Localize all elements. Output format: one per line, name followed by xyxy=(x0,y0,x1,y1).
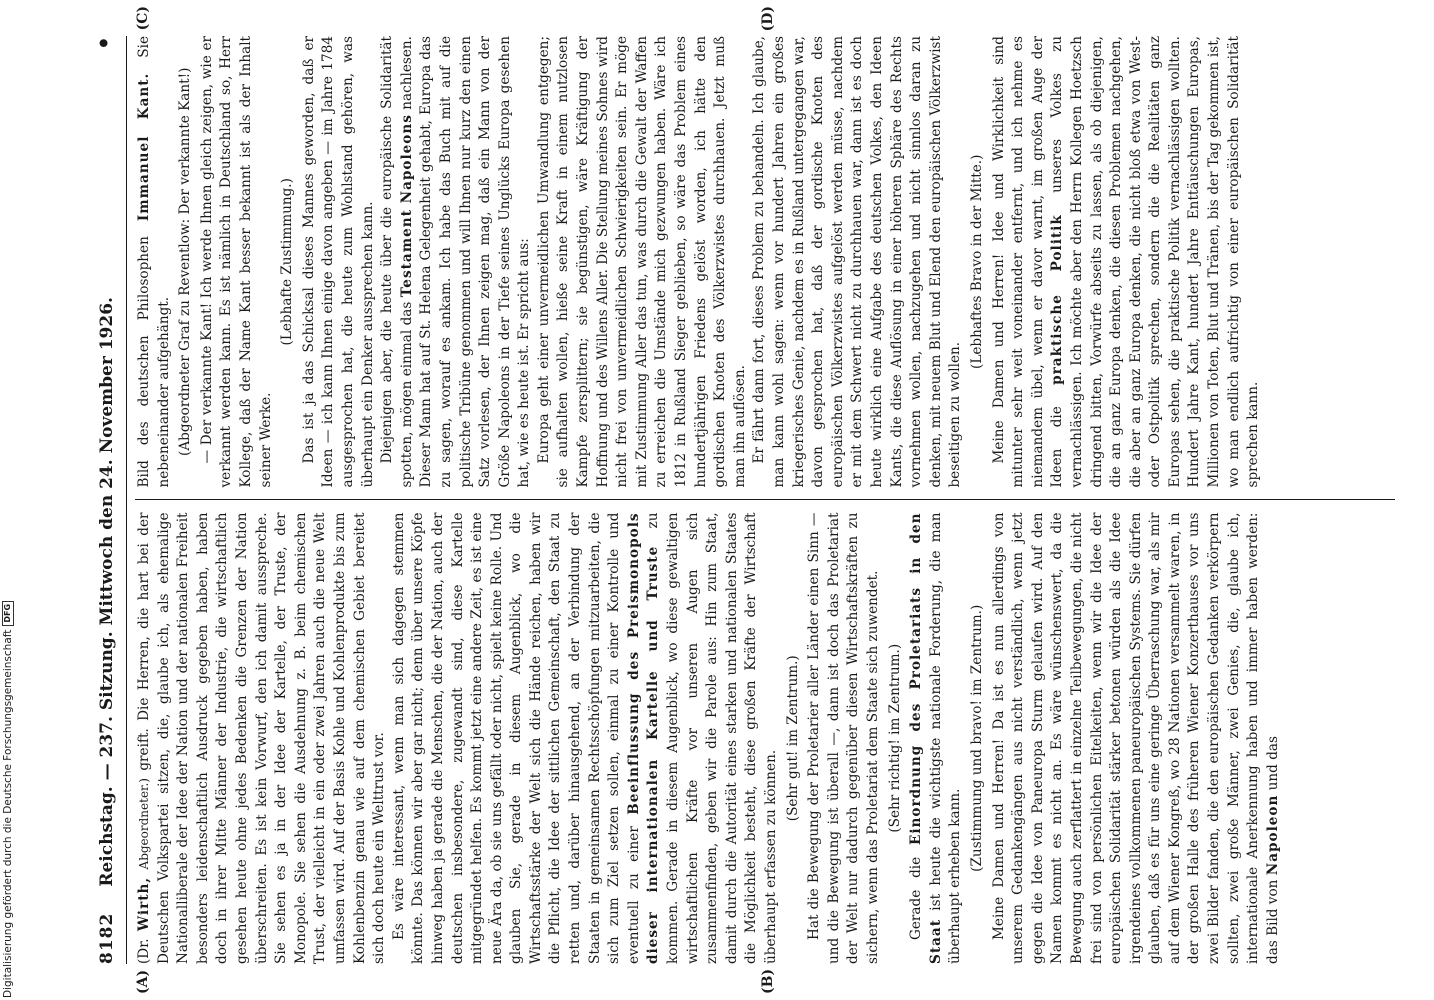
footer-text: Digitalisierung gefördert durch die Deutsche Forschungsgemeinschaft xyxy=(2,629,14,998)
bold-term: praktische Politik xyxy=(1049,214,1066,385)
right-column xyxy=(135,36,1395,488)
interjection: (Lebhafte Zustimmung.) xyxy=(279,178,296,346)
paragraph: Hat die Bewegung der Proletarier aller Länder einen Sinn — und die Bewegung ist überall —, dann ist doch das Proletariat der Welt nur dadurch gegenüber diesen Wirtschaftskräften zu sichern, wenn das Proletariat dem Staate sich zuwendet. xyxy=(806,512,881,964)
page-number: 8182 xyxy=(97,912,117,964)
page-header xyxy=(92,36,124,964)
margin-marker-d: (D) xyxy=(760,6,776,32)
interjection: (Sehr richtig! im Zentrum.) xyxy=(886,643,903,833)
speaker-note: Abgeordneter.) xyxy=(137,778,151,870)
interjection: (Abgeordneter Graf zu Reventlow: Der verkannte Kant!) xyxy=(177,67,194,456)
paragraph: Meine Damen und Herren! Idee und Wirklichkeit sind mitunter sehr weit voneinander entfernt, und ich nehme es niemandem übel, wenn er davor warnt, im großen Auge der Ideen die praktische Politik unseres Volkes zu vernachlässigen. Ich möchte aber den Herrn Kollegen Hoetzsch dringend bitten, Vorwürfe abseits zu lassen, als ob diejenigen, die an ganz Europa denken, die diesen Problemen nachgehen, die aber an ganz Europa denken, die nicht bloß etwa von West- oder Ostpolitik sprechen, sondern die die Realitäten ganz Europas sehen, die praktische Politik vernachlässigen wollten. Hundert Jahre Kant, hundert Jahre Enttäuschungen Europas, Millionen von Toten, Blut und Tränen, bis der Tag gekommen ist, wo man endlich aufrichtig von einer europäischen Solidarität sprechen kann. xyxy=(990,36,1262,488)
margin-marker-a: (A) xyxy=(135,969,151,994)
paragraph: Meine Damen und Herren! Da ist es nun allerdings von unserem Gedankengängen aus nicht verständlich, wenn jetzt gegen die Idee von Paneuropa Sturm gelaufen wird. Auf den Namen kommt es nicht an. Es wäre wünschenswert, da die Bewegung auch zerflattert in einzelne Teilbewegungen, die nicht frei sind von persönlichen Eitelkeiten, wenn wir die Idee der europäischen Solidarität stärker betonen würden als die Idee irgendeines vollkommenen paneuropäischen Systems. Sie dürfen glauben, daß es für uns eine geringe Überraschung war, als mir auf dem Wiener Kongreß, wo 28 Nationen versammelt waren, in der großen Halle des früheren Wiener Konzerthauses vor uns zwei Bilder fanden, die den europäischen Gedanken verkörpern sollten, zwei große Männer, zwei Genies, die, glaube ich, internationale Anerkennung haben und immer haben werden: das Bild von Napoleon und das xyxy=(990,512,1281,964)
header-dot: • xyxy=(92,36,118,51)
interjection: (Zustimmung und bravo! im Zentrum.) xyxy=(968,604,985,872)
paragraph: greift. Die Herren, die hart bei der Deutschen Volkspartei sitzen, die, glaube ich, als ehemalige Nationalliberale der Idee der Nation und der nationalen Freiheit besonders leidenschaftlich Ausdruck gegeben haben, haben doch in ihrer Mitte Männer der Industrie, die wirtschaftlich gesehen heute ohne jedes Bedenken die Grenzen der Nation überschreiten. Es ist kein Vorwurf, den ich damit ausspreche. Sie sehen es ja in der Idee der Kartelle, der Truste, der Monopole. Sie sehen die Ausdehnung z. B. beim chemischen Trust, der vielleicht in ein oder zwei Jahren auch die neue Welt umfassen wird. Auf der Basis Kohle und Kohlenprodukte bis zum Kohlenbenzin genau wie auf dem chemischen Gebiet bereitet sich doch heute ein Welttrust vor. xyxy=(136,512,388,964)
speaker-name: Wirth, xyxy=(136,876,152,932)
footer xyxy=(0,600,16,1000)
footer-credit xyxy=(2,601,14,998)
margin-marker-b: (B) xyxy=(760,968,776,994)
bold-term: Immanuel Kant. xyxy=(136,72,152,222)
quote: Europa geht einer unvermeidlichen Umwandlung entgegen; sie aufhalten wollen, hieße seine Kraft in einem nutzlosen Kampfe zersplittern; sie begünstigen, wäre Kräftigung der Hoffnung und des Willens Aller. Die Stellung meines Sohnes wird nicht frei von unvermeidlichen Schwierigkeiten sein. Er möge mit Zustimmung Aller das tun, was durch die Gewalt der Waffen zu erreichen die Umstände mich gezwungen haben. Wäre ich 1812 in Rußland Sieger geblieben, so wäre das Problem eines hundertjährigen Friedens gelöst worden, ich hätte den gordischen Knoten des Völkerzwistes durchhauen. Jetzt muß man ihn auflösen. xyxy=(535,36,748,488)
bold-term: Beeinflussung des Preismonopols dieser internationalen Kartelle und Truste xyxy=(625,512,662,964)
page-title: Reichstag. — 237. Sitzung. Mittwoch den 24. November 1926. xyxy=(97,297,117,887)
speaker-prefix: (Dr. xyxy=(136,938,152,964)
dfg-logo: DFG xyxy=(2,601,14,626)
left-column xyxy=(135,512,1395,964)
column-divider xyxy=(135,500,1395,501)
interjection: (Lebhaftes Bravo in der Mitte.) xyxy=(968,154,985,369)
speaker-line xyxy=(135,512,390,964)
paragraph: Es wäre interessant, wenn man sich dagegen stemmen könnte. Das können wir aber gar nicht; denn über unsere Köpfe hinweg haben ja gerade die Menschen, die der Nation, auch der deutschen insbesondere, zugewandt sind, diese Kartelle mitgegründet helfen. Es kommt jetzt eine andere Zeit, es ist eine neue Ära da, ob sie uns gefällt oder nicht, spielt keine Rolle. Und glauben Sie, gerade in diesem Augenblick, wo die Wirtschaftsstärke der Welt sich die Hände reichen, haben wir die Pflicht, die Idee der sittlichen Gemeinschaft, den Staat zu retten und, darüber hinausgehend, an der Verbindung der Staaten in gemeinsamen Rechtsschöpfungen mitzuarbeiten, die sich zum Ziel setzen sollen, einmal zu einer Kontrolle und eventuell zu einer Beeinflussung des Preismonopols dieser internationalen Kartelle und Truste zu kommen. Gerade in diesem Augenblick, wo diese gewaltigen wirtschaftlichen Kräfte vor unseren Augen sich zusammenfinden, geben wir die Parole aus: Hin zum Staat, damit durch die Autorität eines starken und nationalen Staates die Möglichkeit besteht, diese großen Kräfte der Wirtschaft überhaupt erfassen zu können. xyxy=(390,512,779,964)
margin-marker-c: (C) xyxy=(135,6,151,31)
text-columns xyxy=(135,6,1395,994)
paragraph: Das ist ja das Schicksal dieses Mannes geworden, daß er Ideen — ich kann Ihnen einige davon angeben — im Jahre 1784 ausgesprochen hat, die heute zum Wohlstand gehören, was überhaupt ein Denker aussprechen kann. xyxy=(300,36,376,488)
interjection: (Sehr gut! im Zentrum.) xyxy=(784,655,801,822)
paragraph: Diejenigen aber, die heute über die europäische Solidarität spotten, mögen einmal das Testament Napoleons nachlesen. Dieser Mann hat auf St. Helena Gelegenheit gehabt, Europa das zu sagen, worauf es ankam. Ich habe das Buch mit auf die politische Tribüne genommen und will Ihnen nur kurz den einen Satz vorlesen, der Ihnen zeigen mag, daß ein Mann von der Größe Napoleons in der Tiefe seines Unglücks Europa gesehen hat, wie es heute ist. Er spricht aus: xyxy=(379,36,533,488)
paragraph: — Der verkannte Kant! Ich werde Ihnen gleich zeigen, wie er verkannt werden kann. Es ist nämlich in Deutschland so, Herr Kollege, daß der Name Kant besser bekannt ist als der Inhalt seiner Werke. xyxy=(198,36,274,488)
paragraph: Bild des deutschen Philosophen Immanuel Kant. Sie nebeneinander aufgehängt. xyxy=(136,36,172,488)
bold-term: Einordnung des Proletariats in den Staat xyxy=(908,512,944,964)
paragraph: Gerade die Einordnung des Proletariats in den Staat ist heute die wichtigste nationale Forderung, die man überhaupt erheben kann. xyxy=(908,512,964,964)
paragraph: Er fährt dann fort, dieses Problem zu behandeln. Ich glaube, man kann wohl sagen: wenn vor hundert Jahren ein großes kriegerisches Genie, nachdem es in Rußland untergegangen war, davon gesprochen hat, daß der gordische Knoten des europäischen Völkerzwistes aufgelöst werden müsse, nachdem er mit dem Schwert nicht zu durchhauen war, dann ist es doch heute wirklich eine Aufgabe des deutschen Volkes, den Ideen Kants, die diese Auflösung in einer höheren Sphäre des Rechts vornehmen wollen, nachzugehen und nicht sinnlos daran zu denken, mit neuem Blut und Elend den europäischen Völkerzwist beseitigen zu wollen. xyxy=(751,36,964,488)
bold-term: Testament Napoleons xyxy=(398,114,415,298)
bold-term: Napoleon xyxy=(1264,794,1281,876)
header-rule xyxy=(126,36,127,964)
document-page xyxy=(80,0,1420,1000)
